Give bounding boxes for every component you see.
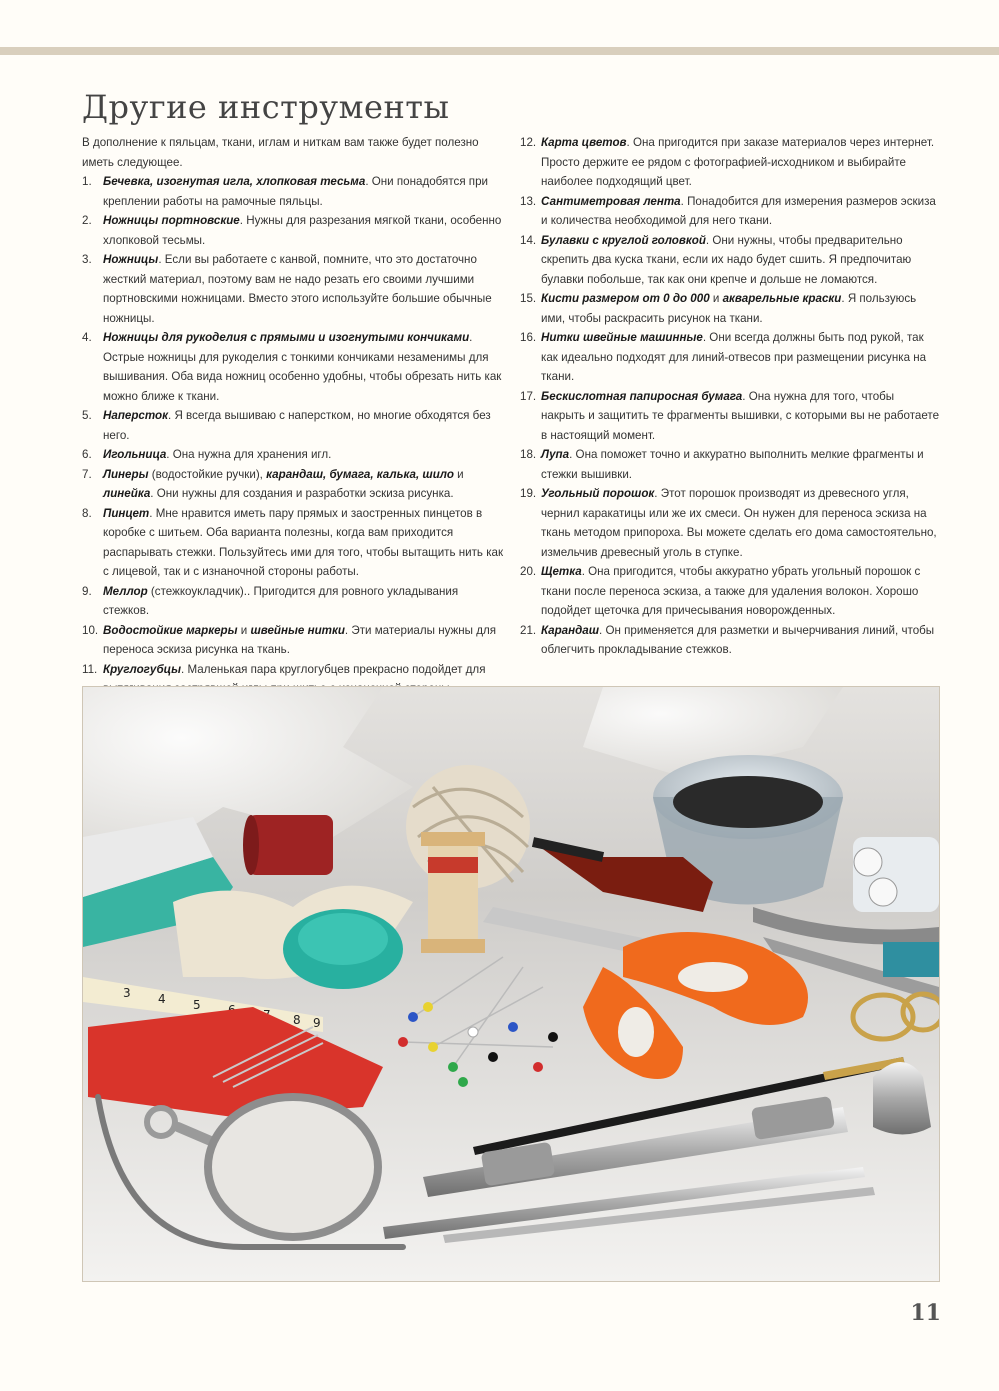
page-title: Другие инструменты xyxy=(82,88,450,126)
item-term: Ножницы портновские xyxy=(103,214,240,227)
item-number: 8. xyxy=(82,506,92,520)
list-item: 14. Булавки с круглой головкой. Они нужны, чтобы предварительно скрепить два куска ткани, если их надо будет сшить. Я предпочитаю булавки побольше, так как они крепче и дольше не ломаются. xyxy=(520,231,940,290)
item-description: Маленькая пара круглогубцев прекрасно подойдет для xyxy=(187,662,486,676)
page-number: 11 xyxy=(910,1300,941,1326)
intro-paragraph: В дополнение к пяльцам, ткани, иглам и ниткам вам также будет полезно иметь следующее. xyxy=(82,136,479,169)
item-description: Я пользуюсь ими, чтобы раскрасить рисунок на ткани. xyxy=(541,292,917,325)
charcoal-powder xyxy=(673,776,823,828)
list-item: 10. Водостойкие маркеры и швейные нитки. Эти материалы нужны для переноса эскиза рисунка на ткань. xyxy=(82,621,507,660)
top-rule xyxy=(0,47,999,55)
list-item: 6. Игольница. Она нужна для хранения игл. xyxy=(82,445,507,465)
cream-thread-spool xyxy=(428,837,478,947)
item-number: 13. xyxy=(520,194,537,208)
item-number: 10. xyxy=(82,623,99,637)
item-connector: (стежкоукладчик). xyxy=(147,584,247,598)
item-description: Пригодится для ровного укладывания стежков. xyxy=(103,584,459,617)
item-description: Этот порошок производят из древесного угля, чернил каракатицы или же их смеси. Он нужен для переноса эскиза на ткань методом припороха. Вы можете сделать его дома самостоятельно, измельчив древесный уголь в ступке. xyxy=(541,487,937,559)
list-item: 17. Бескислотная папиросная бумага. Она нужна для того, чтобы накрыть и защитить те фрагменты вышивки, с которыми вы не работаете в настоящий момент. xyxy=(520,387,940,446)
item-description: Если вы работаете с канвой, помните, что это достаточно жесткий материал, поэтому вам не надо резать его своими лучшими портновскими ножницами. Вместо этого используйте большие обычные ножницы. xyxy=(103,253,492,325)
tools-list-right xyxy=(520,133,940,660)
item-term: Меллор xyxy=(103,584,148,598)
item-description: Острые ножницы для рукоделия с тонкими кончиками незаменимы для вышивания. Оба вида ножниц особенно удобны, чтобы обрезать нить как можно ближе к ткани. xyxy=(103,350,502,403)
item-description: Он применяется для разметки и вычерчивания линий, чтобы облегчить прокладывание стежков. xyxy=(541,623,935,656)
list-item: 1. Бечевка, изогнутая игла, хлопковая тесьма. Они понадобятся при креплении работы на рамочные пяльцы. xyxy=(82,172,507,211)
item-number: 12. xyxy=(520,136,537,149)
item-description: Нужны для разрезания мягкой ткани, особенно хлопковой тесьмы. xyxy=(103,214,502,247)
item-description: Она пригодится, чтобы аккуратно убрать угольный порошок с ткани после переноса эскиза, а также для удаления волокон. Хорошо подойдет щеточка для причесывания новорожденных. xyxy=(541,565,921,617)
list-item: 16. Нитки швейные машинные. Они всегда должны быть под рукой, так как идеально подходят для линий-отвесов при размещении рисунка на ткани. xyxy=(520,328,940,387)
item-description: Они всегда должны быть под рукой, так как идеально подходят для линий-отвесов при размещении рисунка на ткани. xyxy=(541,331,927,383)
item-term: Водостойкие маркеры xyxy=(103,623,238,637)
item-term: Круглогубцы xyxy=(103,662,182,676)
item-number: 11. xyxy=(82,662,98,676)
item-description: Они нужны для создания и разработки эскиза рисунка. xyxy=(156,487,454,500)
svg-text:8: 8 xyxy=(293,1013,301,1027)
list-item: 21. Карандаш. Он применяется для разметки и вычерчивания линий, чтобы облегчить прокладывание стежков. xyxy=(520,621,940,660)
top-margin xyxy=(0,0,999,48)
item-term: Линеры xyxy=(103,467,149,481)
item-term: Бечевка, изогнутая игла, хлопковая тесьма xyxy=(103,175,366,188)
item-term: Карта цветов xyxy=(541,136,627,149)
item-term: Щетка xyxy=(541,565,582,578)
item-number: 6. xyxy=(82,448,92,461)
svg-text:9: 9 xyxy=(313,1016,321,1030)
tools-list-left xyxy=(82,172,507,699)
item-term: Кисти размером от 0 до 000 xyxy=(541,292,710,305)
list-item: 5. Наперсток. Я всегда вышиваю с наперстком, но многие обходятся без него. xyxy=(82,406,507,445)
list-item: 19. Угольный порошок. Этот порошок производят из древесного угля, чернил каракатицы или же их смеси. Он нужен для переноса эскиза на ткань методом припороха. Вы можете сделать его дома самостоятельно, измельчив древесный уголь в ступке. xyxy=(520,484,940,562)
item-number: 20. xyxy=(520,565,537,578)
item-number: 7. xyxy=(82,467,92,481)
item-description: Она поможет точно и аккуратно выполнить мелкие фрагменты и стежки вышивки. xyxy=(541,448,924,481)
list-item: 12. Карта цветов. Она пригодится при заказе материалов через интернет. Просто держите ее рядом с фотографией-исходником и выбирайте наиболее подходящий цвет. xyxy=(520,133,940,192)
item-term: акварельные краски xyxy=(722,292,842,305)
tools-photo-illustration xyxy=(83,687,939,1281)
item-connector: (водостойкие ручки), xyxy=(148,467,267,481)
svg-text:3: 3 xyxy=(123,986,131,1000)
item-number: 17. xyxy=(520,389,537,403)
tools-photo xyxy=(82,686,940,1282)
svg-text:4: 4 xyxy=(158,992,166,1006)
list-item: 9. Меллор (стежкоукладчик).. Пригодится для ровного укладывания стежков. xyxy=(82,582,507,621)
list-item: 4. Ножницы для рукоделия с прямыми и изогнутыми кончиками. Острые ножницы для рукоделия с тонкими кончиками незаменимы для вышивания. Оба вида ножниц особенно удобны, чтобы обрезать нить как можно ближе к ткани. xyxy=(82,328,507,406)
item-description: Мне нравится иметь пару прямых и заостренных пинцетов в коробке с шитьем. Оба варианта полезны, когда вам приходится распарывать стежки. Пользуйтесь ими для того, чтобы вытащить нить как с лицевой, так и с изнаночной стороны работы. xyxy=(103,506,504,578)
item-term: Угольный порошок xyxy=(541,487,655,500)
item-term: Сантиметровая лента xyxy=(541,194,681,208)
list-item: 7. Линеры (водостойкие ручки), карандаш, бумага, калька, шило и линейка. Они нужны для создания и разработки эскиза рисунка. xyxy=(82,465,507,504)
list-item: 18. Лупа. Она поможет точно и аккуратно выполнить мелкие фрагменты и стежки вышивки. xyxy=(520,445,940,484)
item-term: Нитки швейные машинные xyxy=(541,331,703,344)
item-number: 4. xyxy=(82,331,92,344)
item-term: Бескислотная папиросная бумага xyxy=(541,389,743,403)
left-column xyxy=(82,133,507,699)
item-number: 5. xyxy=(82,409,92,422)
list-item: 3. Ножницы. Если вы работаете с канвой, помните, что это достаточно жесткий материал, поэтому вам не надо резать его своими лучшими портновскими ножницами. Вместо этого используйте большие обычные ножницы. xyxy=(82,250,507,328)
item-connector: и xyxy=(453,467,464,481)
item-term: швейные нитки xyxy=(250,623,345,637)
item-description: Эти материалы нужны для переноса эскиза рисунка на ткань. xyxy=(103,623,497,656)
item-description: Она нужна для хранения игл. xyxy=(172,448,332,461)
item-number: 1. xyxy=(82,175,92,188)
item-term: Игольница xyxy=(103,448,167,461)
item-term: карандаш, бумага, калька, шило xyxy=(266,467,454,481)
list-item: 11. Круглогубцы. Маленькая пара круглогубцев прекрасно подойдет для xyxy=(82,660,507,699)
item-term: Лупа xyxy=(541,448,570,461)
item-description: Понадобится для измерения размеров эскиза и количества необходимой для него ткани. xyxy=(541,194,936,227)
item-connector: и xyxy=(237,623,251,637)
item-term: Пинцет xyxy=(103,506,150,520)
item-term: Ножницы для рукоделия с прямыми и изогнутыми кончиками xyxy=(103,331,470,344)
item-number: 9. xyxy=(82,584,92,598)
list-item: 15. Кисти размером от 0 до 000 и акварельные краски. Я пользуюсь ими, чтобы раскрасить рисунок на ткани. xyxy=(520,289,940,328)
item-description: Она нужна для того, чтобы накрыть и защитить те фрагменты вышивки, с которыми вы не работаете в настоящий момент. xyxy=(541,389,940,442)
item-term: Карандаш xyxy=(541,623,600,637)
item-connector: и xyxy=(709,292,723,305)
item-number: 3. xyxy=(82,253,92,266)
item-number: 15. xyxy=(520,292,537,305)
list-item: 20. Щетка. Она пригодится, чтобы аккуратно убрать угольный порошок с ткани после переноса эскиза, а также для удаления волокон. Хорошо подойдет щеточка для причесывания новорожденных. xyxy=(520,562,940,621)
item-number: 2. xyxy=(82,214,92,227)
list-item: 13. Сантиметровая лента. Понадобится для измерения размеров эскиза и количества необходимой для него ткани. xyxy=(520,192,940,231)
item-description: Она пригодится при заказе материалов через интернет. Просто держите ее рядом с фотографией-исходником и выбирайте наиболее подходящий цвет. xyxy=(541,136,935,188)
list-item: 8. Пинцет. Мне нравится иметь пару прямых и заостренных пинцетов в коробке с шитьем. Оба варианта полезны, когда вам приходится распарывать стежки. Пользуйтесь ими для того, чтобы вытащить нить как с лицевой, так и с изнаночной стороны работы. xyxy=(82,504,507,582)
right-column xyxy=(520,133,940,660)
svg-text:5: 5 xyxy=(193,998,201,1012)
item-number: 16. xyxy=(520,331,537,344)
list-item: 2. Ножницы портновские. Нужны для разрезания мягкой ткани, особенно хлопковой тесьмы. xyxy=(82,211,507,250)
item-description: Они понадобятся при креплении работы на рамочные пяльцы. xyxy=(103,175,489,208)
item-term: линейка xyxy=(103,487,151,500)
item-number: 19. xyxy=(520,487,537,500)
item-number: 21. xyxy=(520,623,537,637)
item-description: Они нужны, чтобы предварительно скрепить два куска ткани, если их надо будет сшить. Я предпочитаю булавки побольше, так как они крепче и дольше не ломаются. xyxy=(541,233,912,286)
item-number: 14. xyxy=(520,233,537,247)
item-term: Ножницы xyxy=(103,253,159,266)
item-number: 18. xyxy=(520,448,537,461)
red-thread-spool xyxy=(248,815,333,875)
item-description: Я всегда вышиваю с наперстком, но многие обходятся без него. xyxy=(103,409,491,442)
item-term: Наперсток xyxy=(103,409,168,422)
item-term: Булавки с круглой головкой xyxy=(541,233,706,247)
